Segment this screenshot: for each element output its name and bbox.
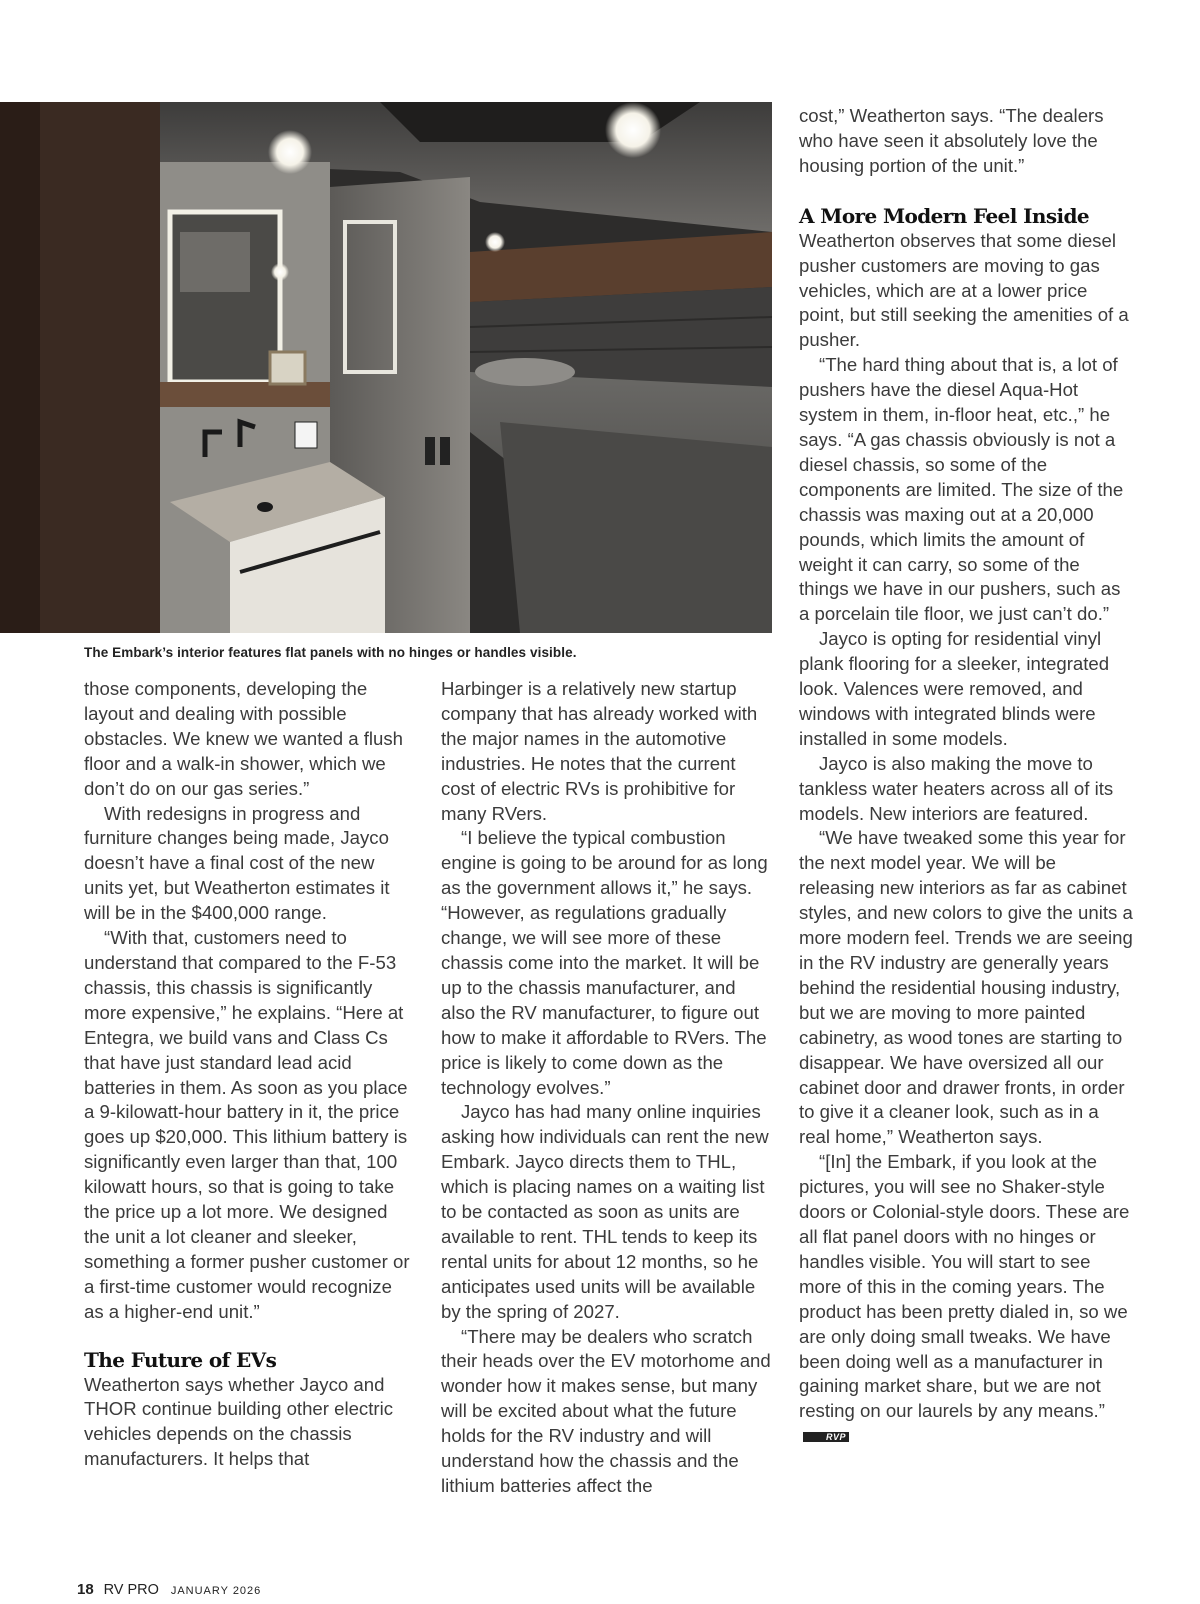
section-heading: The Future of EVs: [84, 1347, 277, 1372]
photo-caption: The Embark’s interior features flat panels with no hinges or handles visible.: [84, 645, 577, 660]
paragraph: Jayco is also making the move to tankless water heaters across all of its models. New interiors are featured.: [799, 752, 1114, 824]
paragraph: Harbinger is a relatively new startup company that has already worked with the major names in the automotive industries. He notes that the current cost of electric RVs is prohibitive for many RVers.: [441, 678, 758, 824]
page-number: 18: [77, 1581, 94, 1598]
paragraph: “I believe the typical combustion engine is going to be around for as long as the government allows it,” he says. “However, as regulations gradually change, we will see more of these chassis come into the market. It will be up to the chassis manufacturer, and also the RV manufacturer, to figure out how to make it affordable to RVers. The price is likely to come down as the technology evolves.”: [441, 827, 768, 1098]
paragraph: “There may be dealers who scratch their heads over the EV motorhome and wonder how it makes sense, but many will be excited about what the future holds for the RV industry and will understand how the chassis and the lithium batteries affect the: [441, 1325, 771, 1496]
paragraph: With redesigns in progress and furniture changes being made, Jayco doesn’t have a final cost of the new units yet, but Weatherton estimates it will be in the $400,000 range.: [84, 802, 390, 924]
paragraph: Weatherton observes that some diesel pusher customers are moving to gas vehicles, which are at a lower price point, but still seeking the amenities of a pusher.: [799, 229, 1129, 351]
paragraph-final: [799, 1150, 1134, 1449]
rv-interior-photo: [0, 102, 772, 633]
paragraph: Jayco has had many online inquiries asking how individuals can rent the new Embark. Jayco directs them to THL, which is placing names on a waiting list to be contacted as soon as units are available to rent. THL tends to keep its rental units for about 12 months, so he anticipates used units will be available by the spring of 2027.: [441, 1101, 769, 1322]
magazine-name: RV PRO: [103, 1582, 159, 1598]
paragraph: cost,” Weatherton says. “The dealers who have seen it absolutely love the housing portion of the unit.”: [799, 105, 1104, 176]
paragraph: Jayco is opting for residential vinyl plank flooring for a sleeker, integrated look. Valences were removed, and windows with integrated blinds were installed in some models.: [799, 628, 1110, 749]
page-footer: [77, 1581, 261, 1598]
paragraph-text: “[In] the Embark, if you look at the pictures, you will see no Shaker-style doors or Colonial-style doors. These are all flat panel doors with no hinges or handles visible. You will start to see more of this in the coming years. The product has been pretty dialed in, so we are only doing small tweaks. We have been doing well as a manufacturer in gaining market share, but we are not resting on our laurels by any means.”: [799, 1151, 1130, 1422]
paragraph: “With that, customers need to understand that compared to the F-53 chassis, this chassis is significantly more expensive,” he explains. “Here at Entegra, we build vans and Class Cs that have just standard lead acid batteries in them. As soon as you place a 9-kilowatt-hour battery in it, the price goes up $20,000. This lithium battery is significantly even larger than that, 100 kilowatt hours, so that is going to take the price up a lot more. We designed the unit a lot cleaner and sleeker, something a former pusher customer or a first-time customer would recognize as a higher-end unit.”: [84, 927, 410, 1322]
article-column-2: [441, 677, 771, 1499]
paragraph: Weatherton says whether Jayco and THOR continue building other electric vehicles depends on the chassis manufacturers. It helps that: [84, 1373, 394, 1470]
paragraph: “We have tweaked some this year for the next model year. We will be releasing new interiors as far as cabinet styles, and new colors to give the units a more modern feel. Trends we are seeing in the RV industry are generally years behind the residential housing industry, but we are moving to more painted cabinetry, as wood tones are starting to disappear. We have oversized all our cabinet door and drawer fronts, in order to give it a cleaner look, such as in a real home,” Weatherton says.: [799, 827, 1133, 1148]
paragraph: those components, developing the layout and dealing with possible obstacles. We knew we wanted a flush floor and a walk-in shower, which we don’t do on our gas series.”: [84, 678, 404, 799]
end-mark-logo: RVP: [803, 1432, 849, 1442]
article-column-1: [84, 677, 414, 1472]
issue-date: JANUARY 2026: [170, 1585, 262, 1597]
paragraph: “The hard thing about that is, a lot of pushers have the diesel Aqua-Hot system in them, in-floor heat, etc.,” he says. “A gas chassis obviously is not a diesel chassis, so some of the components are limited. The size of the chassis was maxing out at a 20,000 pounds, which limits the amount of weight it can carry, so some of the things we have in our pushers, such as a porcelain tile floor, we just can’t do.”: [799, 354, 1124, 625]
article-column-3: [799, 104, 1134, 1449]
section-heading: A More Modern Feel Inside: [799, 203, 1089, 228]
